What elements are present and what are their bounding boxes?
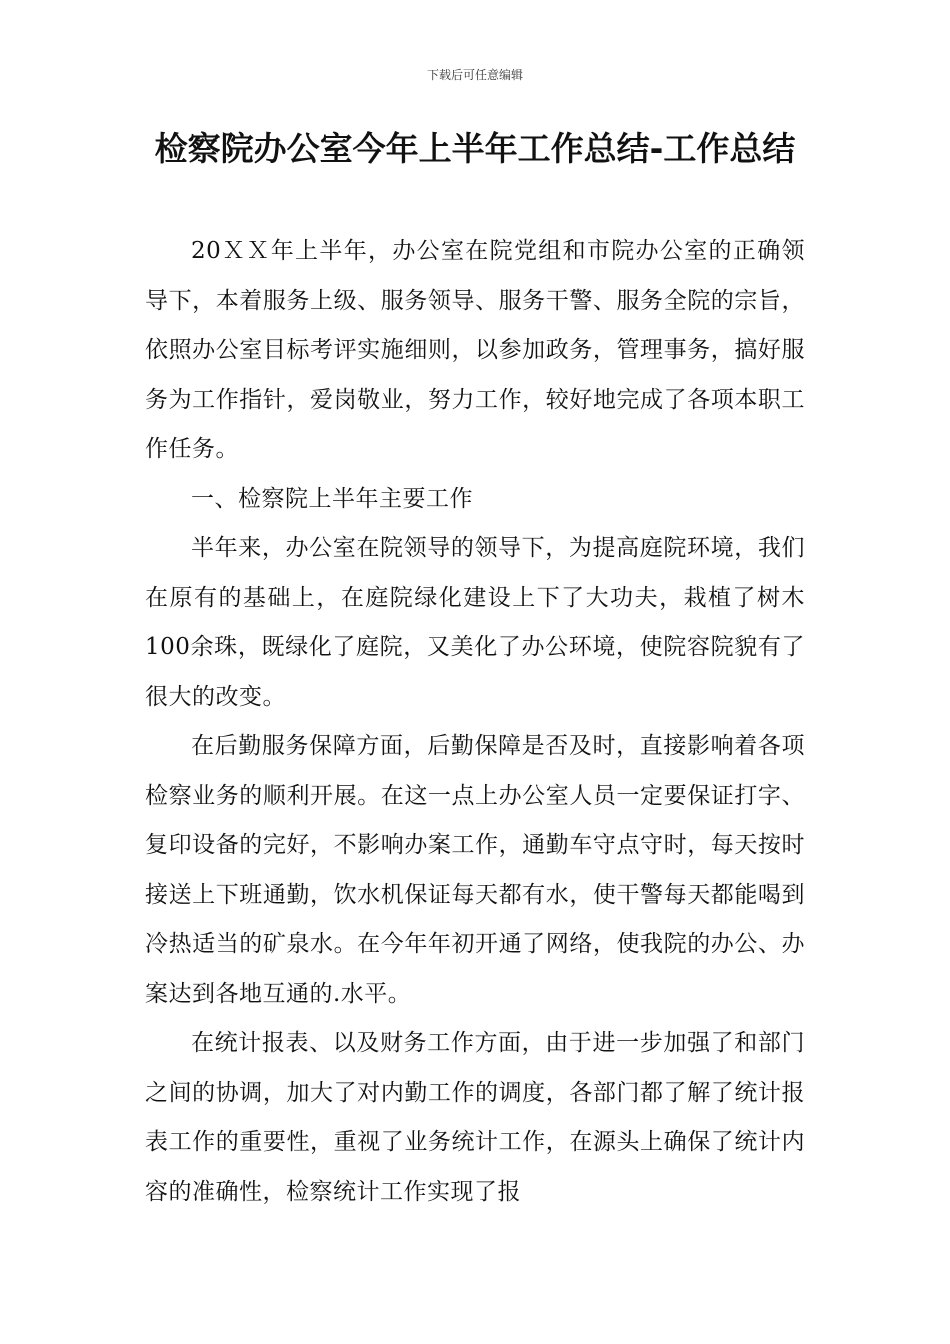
page-header-note: 下载后可任意编辑 (426, 68, 523, 82)
paragraph-intro: 20ＸＸ年上半年，办公室在院党组和市院办公室的正确领导下，本着服务上级、服务领导、服务干警、服务全院的宗旨，依照办公室目标考评实施细则，以参加政务，管理事务，搞好服务为工作指针，爱岗敬业，努力工作，较好地完成了各项本职工作任务。 (145, 238, 805, 462)
paragraph-environment: 半年来，办公室在院领导的领导下，为提高庭院环境，我们在原有的基础上，在庭院绿化建设上下了大功夫，栽植了树木100余珠，既绿化了庭院，又美化了办公环境，使院容院貌有了很大的改变。 (145, 535, 805, 710)
document-title: 检察院办公室今年上半年工作总结-工作总结 (154, 129, 796, 168)
document-body (145, 227, 805, 1217)
paragraph-statistics: 在统计报表、以及财务工作方面，由于进一步加强了和部门之间的协调，加大了对内勤工作的调度，各部门都了解了统计报表工作的重要性，重视了业务统计工作，在源头上确保了统计内容的准确性，检察统计工作实现了报 (145, 1030, 805, 1205)
paragraph-logistics: 在后勤服务保障方面，后勤保障是否及时，直接影响着各项检察业务的顺利开展。在这一点上办公室人员一定要保证打字、复印设备的完好，不影响办案工作，通勤车守点守时，每天按时接送上下班通勤，饮水机保证每天都有水，使干警每天都能喝到冷热适当的矿泉水。在今年年初开通了网络，使我院的办公、办案达到各地互通的.水平。 (145, 733, 805, 1007)
section-heading-1: 一、检察院上半年主要工作 (191, 485, 473, 512)
